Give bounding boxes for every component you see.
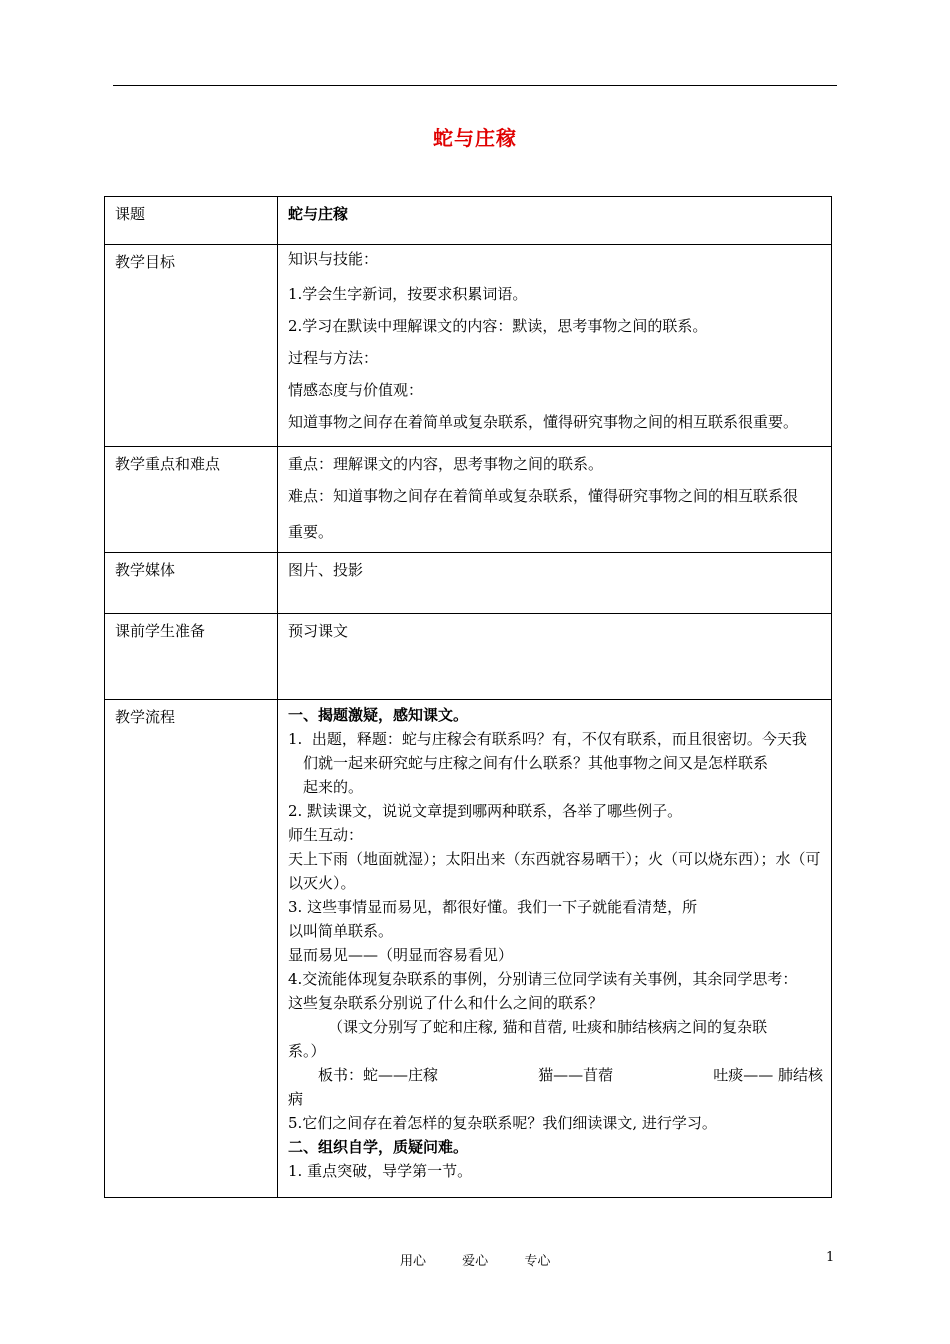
process-line: 3. 这些事情显而易见，都很好懂。我们一下子就能看清楚，所 [288, 898, 698, 916]
process-line: 显而易见——（明显而容易看见） [288, 946, 514, 964]
keypoints-line: 难点：知道事物之间存在着简单或复杂联系，懂得研究事物之间的相互联系很 [288, 487, 799, 505]
process-line: 病 [288, 1090, 304, 1108]
header-rule [113, 85, 837, 86]
board-notes [288, 1063, 823, 1087]
footer-motto [400, 1250, 568, 1269]
prep-value: 预习课文 [278, 614, 832, 700]
process-line: 2. 默读课文，说说文章提到哪两种联系，各举了哪些例子。 [288, 802, 683, 820]
goals-line: 1.学会生字新词，按要求积累词语。 [288, 285, 528, 303]
process-line: 这些复杂联系分别说了什么和什么之间的联系？ [288, 994, 604, 1012]
media-value: 图片、投影 [278, 553, 832, 614]
goals-line: 知识与技能： [288, 250, 379, 268]
process-line: 以叫简单联系。 [288, 922, 394, 940]
table-row [105, 447, 832, 553]
process-content [278, 700, 832, 1198]
footer-word: 专心 [524, 1254, 551, 1269]
goals-line: 情感态度与价值观： [288, 381, 424, 399]
keypoints-content [278, 447, 832, 553]
process-line: 们就一起来研究蛇与庄稼之间有什么联系？其他事物之间又是怎样联系 [303, 754, 769, 772]
table-row [105, 700, 832, 1198]
goals-line: 过程与方法： [288, 349, 379, 367]
page-number: 1 [826, 1250, 835, 1265]
process-line: 以灭火）。 [288, 874, 356, 892]
goals-line: 知道事物之间存在着简单或复杂联系，懂得研究事物之间的相互联系很重要。 [288, 413, 799, 431]
process-line: 5.它们之间存在着怎样的复杂联系呢？我们细读课文, 进行学习。 [288, 1114, 717, 1132]
process-line: 天上下雨（地面就湿）；太阳出来（东西就容易晒干）；火（可以烧东西）；水（可 [288, 850, 821, 868]
goals-content [278, 245, 832, 447]
row-label-process: 教学流程 [105, 700, 278, 1198]
row-label-keypoints: 教学重点和难点 [105, 447, 278, 553]
keypoints-line: 重点：理解课文的内容，思考事物之间的联系。 [288, 455, 604, 473]
lesson-plan-table [104, 196, 832, 1198]
table-row [105, 614, 832, 700]
process-line [288, 727, 823, 751]
process-line: 4.交流能体现复杂联系的事例，分别请三位同学读有关事例，其余同学思考： [288, 970, 798, 988]
row-label-prep: 课前学生准备 [105, 614, 278, 700]
process-line: （课文分别写了蛇和庄稼, 猫和苜蓿, 吐痰和肺结核病之间的复杂联 [328, 1018, 768, 1036]
item-text: 出题，释题：蛇与庄稼会有联系吗？有，不仅有联系，而且很密切。今天我 [311, 730, 807, 748]
footer-word: 用心 [400, 1254, 427, 1269]
topic-value: 蛇与庄稼 [278, 197, 832, 245]
table-row [105, 197, 832, 245]
process-line: 起来的。 [303, 778, 364, 796]
board-item: 吐痰—— 肺结核 [713, 1066, 823, 1084]
row-label-goals: 教学目标 [105, 245, 278, 447]
page-title: 蛇与庄稼 [433, 126, 517, 150]
section-heading: 一、揭题激疑，感知课文。 [288, 706, 469, 724]
footer-word: 爱心 [462, 1254, 489, 1269]
process-line: 师生互动： [288, 826, 364, 844]
row-label-media: 教学媒体 [105, 553, 278, 614]
row-label-topic: 课题 [105, 197, 278, 245]
table-row [105, 245, 832, 447]
process-line: 1. 重点突破，导学第一节。 [288, 1162, 473, 1180]
board-item: 猫——苜蓿 [538, 1066, 614, 1084]
keypoints-line: 重要。 [288, 523, 334, 541]
table-row [105, 553, 832, 614]
process-line: 系。） [288, 1042, 326, 1060]
item-number: 1. [288, 730, 303, 748]
board-item: 板书：蛇——庄稼 [318, 1066, 439, 1084]
goals-line: 2.学习在默读中理解课文的内容：默读，思考事物之间的联系。 [288, 317, 708, 335]
section-heading: 二、组织自学，质疑问难。 [288, 1138, 469, 1156]
